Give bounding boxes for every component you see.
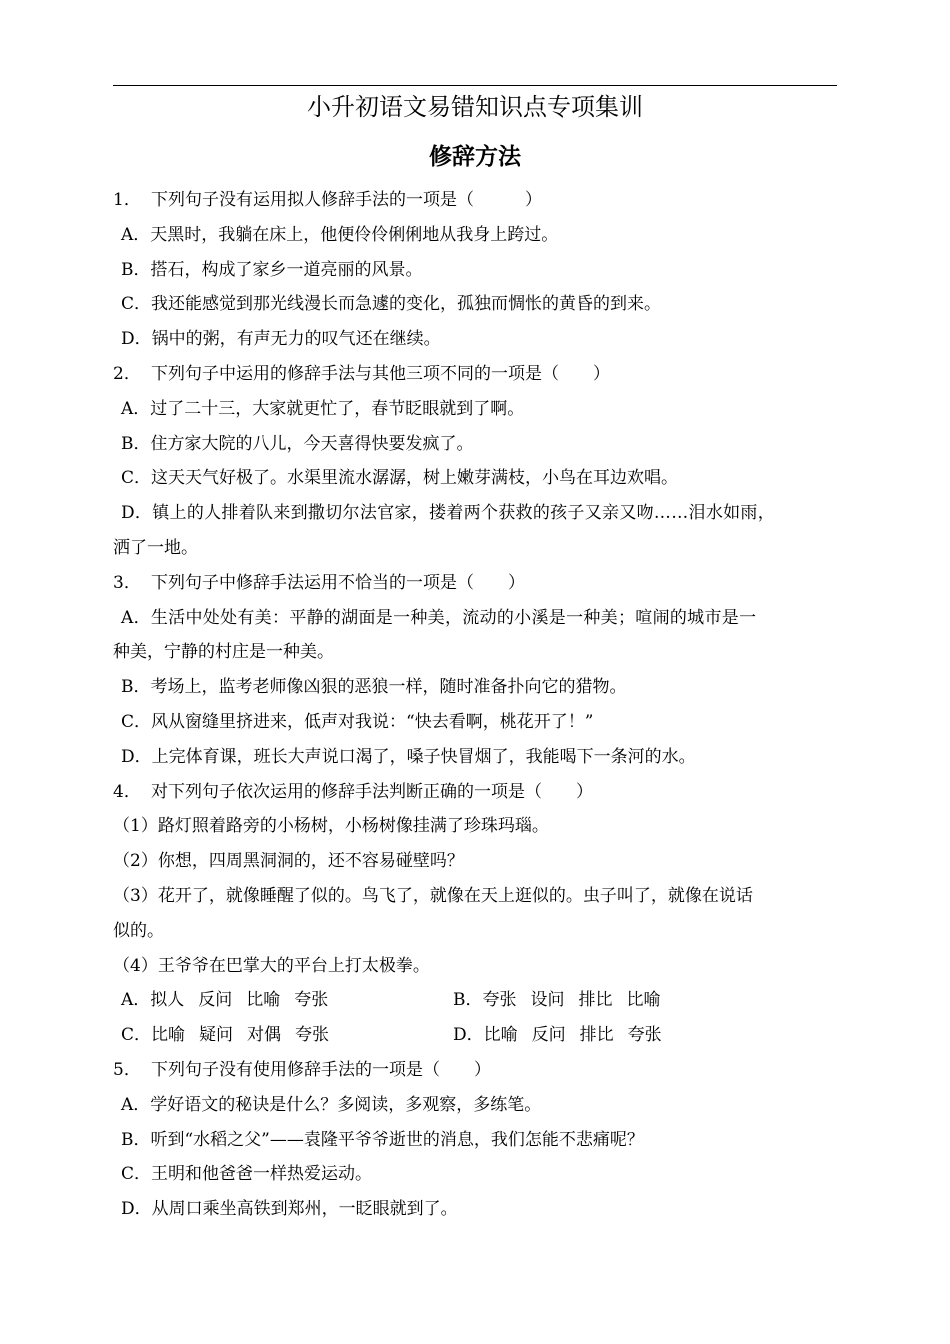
question-3-option-a-continued: 种美，宁静的村庄是一种美。 (113, 642, 334, 663)
question-1-option-c[interactable]: C．我还能感觉到那光线漫长而急遽的变化，孤独而惆怅的黄昏的到来。 (121, 294, 662, 315)
question-4-option-d[interactable]: D．比喻 反问 排比 夸张 (453, 1025, 662, 1046)
question-4-option-b[interactable]: B．夸张 设问 排比 比喻 (453, 990, 661, 1011)
question-5-option-d[interactable]: D．从周口乘坐高铁到郑州，一眨眼就到了。 (121, 1199, 458, 1220)
question-3-option-b[interactable]: B．考场上，监考老师像凶狠的恶狼一样，随时准备扑向它的猎物。 (121, 677, 627, 698)
question-4-sentence-3-continued: 似的。 (113, 920, 164, 941)
question-2-option-c[interactable]: C．这天天气好极了。水渠里流水潺潺，树上嫩芽满枝，小鸟在耳边欢唱。 (121, 468, 679, 489)
question-4-sentence-4: （4）王爷爷在巴掌大的平台上打太极拳。 (113, 955, 430, 976)
question-4-sentence-3: （3）花开了，就像睡醒了似的。鸟飞了，就像在天上逛似的。虫子叫了，就像在说话 (113, 885, 753, 906)
question-4-sentence-2: （2）你想，四周黑洞洞的，还不容易碰壁吗？ (113, 851, 464, 872)
question-5-option-a[interactable]: A．学好语文的秘诀是什么？多阅读，多观察，多练笔。 (121, 1094, 542, 1115)
question-3-option-d[interactable]: D．上完体育课，班长大声说口渴了，嗓子快冒烟了，我能喝下一条河的水。 (121, 746, 696, 767)
question-1-option-a[interactable]: A．天黑时，我躺在床上，他便伶伶俐俐地从我身上跨过。 (121, 224, 559, 245)
question-2-option-d-continued: 洒了一地。 (113, 537, 198, 558)
question-5-stem: 5． 下列句子没有使用修辞手法的一项是（ ） (113, 1059, 491, 1080)
question-3-option-c[interactable]: C．风从窗缝里挤进来，低声对我说：“快去看啊，桃花开了！” (121, 711, 594, 732)
question-4-option-a[interactable]: A．拟人 反问 比喻 夸张 (121, 990, 329, 1011)
question-1-stem: 1． 下列句子没有运用拟人修辞手法的一项是（ ） (113, 190, 542, 210)
question-4-choices-row-1 (113, 983, 837, 1018)
question-4-sentence-1: （1）路灯照着路旁的小杨树，小杨树像挂满了珍珠玛瑙。 (113, 816, 549, 837)
question-3-option-a[interactable]: A．生活中处处有美：平静的湖面是一种美，流动的小溪是一种美；喧闹的城市是一 (121, 607, 757, 628)
question-3-stem: 3． 下列句子中修辞手法运用不恰当的一项是（ ） (113, 572, 525, 593)
question-2-option-b[interactable]: B．住方家大院的八儿，今天喜得快要发疯了。 (121, 433, 474, 454)
question-list (113, 183, 837, 1227)
question-2-option-a[interactable]: A．过了二十三，大家就更忙了，春节眨眼就到了啊。 (121, 398, 525, 419)
question-2-option-d[interactable]: D．镇上的人排着队来到撒切尔法官家，搂着两个获救的孩子又亲又吻……泪水如雨， (121, 503, 776, 524)
question-1-option-b[interactable]: B．搭石，构成了家乡一道亮丽的风景。 (121, 259, 423, 280)
header-rule (113, 85, 837, 86)
question-5-option-c[interactable]: C．王明和他爸爸一样热爱运动。 (121, 1164, 373, 1185)
question-4-stem: 4． 对下列句子依次运用的修辞手法判断正确的一项是（ ） (113, 781, 593, 802)
page-title: 小升初语文易错知识点专项集训 (307, 93, 643, 121)
question-1-option-d[interactable]: D．锅中的粥，有声无力的叹气还在继续。 (121, 329, 441, 350)
question-4-choices-row-2 (113, 1018, 837, 1053)
question-4-option-c[interactable]: C．比喻 疑问 对偶 夸张 (121, 1025, 330, 1046)
question-2-stem: 2． 下列句子中运用的修辞手法与其他三项不同的一项是（ ） (113, 363, 610, 384)
question-5-option-b[interactable]: B．听到“水稻之父”——袁隆平爷爷逝世的消息，我们怎能不悲痛呢？ (121, 1129, 644, 1150)
section-title: 修辞方法 (429, 144, 521, 170)
